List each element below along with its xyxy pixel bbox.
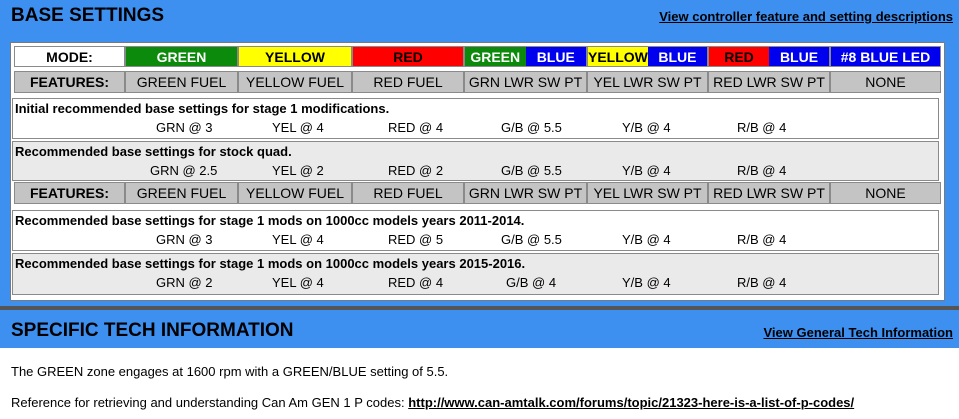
feature-cell: RED LWR SW PT (708, 71, 830, 93)
p-codes-link[interactable]: http://www.can-amtalk.com/forums/topic/21323-here-is-a-list-of-p-codes/ (408, 395, 855, 410)
features-label: FEATURES: (14, 71, 125, 93)
recommendation-block (12, 98, 939, 139)
setting-value: RED @ 2 (388, 163, 444, 178)
feature-cell: GRN LWR SW PT (464, 71, 587, 93)
recommendation-block (12, 141, 939, 181)
setting-value: R/B @ 4 (737, 232, 787, 247)
feature-cell: NONE (830, 71, 941, 93)
tech-info-header (0, 306, 959, 348)
settings-table (10, 42, 945, 301)
tech-info-title: SPECIFIC TECH INFORMATION (11, 320, 294, 341)
base-settings-panel (0, 34, 959, 304)
setting-value: R/B @ 4 (737, 163, 787, 178)
recommendation-title: Recommended base settings for stage 1 mods on 1000cc models years 2011-2014. (15, 213, 525, 228)
mode-label: MODE: (14, 46, 125, 67)
mode-yellow-blue-blue: BLUE (648, 47, 707, 66)
mode-yellow-blue (587, 46, 708, 67)
setting-value: R/B @ 4 (737, 275, 787, 290)
feature-cell: RED FUEL (352, 71, 464, 93)
features-label: FEATURES: (14, 182, 125, 204)
setting-value: GRN @ 3 (156, 120, 213, 135)
mode-blue-led: #8 BLUE LED (830, 46, 941, 67)
setting-value: RED @ 4 (388, 275, 444, 290)
features-row (14, 71, 941, 93)
setting-value: Y/B @ 4 (622, 120, 671, 135)
setting-value: GRN @ 2.5 (150, 163, 218, 178)
feature-cell: YEL LWR SW PT (587, 71, 708, 93)
general-tech-link[interactable]: View General Tech Information (763, 325, 953, 340)
feature-cell: GREEN FUEL (125, 182, 238, 204)
setting-value: YEL @ 4 (272, 275, 324, 290)
recommendation-title: Initial recommended base settings for stage 1 modifications. (15, 101, 390, 116)
base-settings-header (0, 0, 959, 34)
mode-green-blue (464, 46, 587, 67)
feature-cell: NONE (830, 182, 941, 204)
setting-value: G/B @ 5.5 (501, 120, 562, 135)
mode-green-blue-blue: BLUE (526, 47, 587, 66)
tech-info-line: The GREEN zone engages at 1600 rpm with a GREEN/BLUE setting of 5.5. (11, 364, 449, 379)
feature-cell: RED LWR SW PT (708, 182, 830, 204)
feature-cell: RED FUEL (352, 182, 464, 204)
mode-red: RED (352, 46, 464, 67)
setting-value: Y/B @ 4 (622, 232, 671, 247)
setting-value: YEL @ 4 (272, 120, 324, 135)
feature-cell: GRN LWR SW PT (464, 182, 587, 204)
mode-green: GREEN (125, 46, 238, 67)
mode-yellow: YELLOW (238, 46, 352, 67)
mode-red-blue (708, 46, 830, 67)
setting-value: YEL @ 2 (272, 163, 324, 178)
feature-cell: YELLOW FUEL (238, 71, 352, 93)
mode-red-blue-blue: BLUE (769, 47, 829, 66)
feature-cell: GREEN FUEL (125, 71, 238, 93)
recommendation-block (12, 253, 939, 295)
recommendation-title: Recommended base settings for stock quad. (15, 144, 292, 159)
setting-value: Y/B @ 4 (622, 163, 671, 178)
setting-value: Y/B @ 4 (622, 275, 671, 290)
mode-red-blue-red: RED (709, 47, 769, 66)
setting-value: R/B @ 4 (737, 120, 787, 135)
recommendation-block (12, 210, 939, 251)
features-row (14, 182, 941, 204)
setting-value: GRN @ 3 (156, 232, 213, 247)
base-settings-title: BASE SETTINGS (11, 5, 165, 26)
setting-value: G/B @ 5.5 (501, 163, 562, 178)
mode-row (14, 46, 941, 67)
p-codes-reference (11, 395, 854, 410)
feature-cell: YEL LWR SW PT (587, 182, 708, 204)
setting-value: RED @ 4 (388, 120, 444, 135)
recommendation-title: Recommended base settings for stage 1 mods on 1000cc models years 2015-2016. (15, 256, 526, 271)
mode-yellow-blue-yellow: YELLOW (588, 48, 648, 65)
setting-value: YEL @ 4 (272, 232, 324, 247)
setting-value: G/B @ 5.5 (501, 232, 562, 247)
feature-descriptions-link[interactable]: View controller feature and setting descriptions (659, 9, 953, 24)
feature-cell: YELLOW FUEL (238, 182, 352, 204)
setting-value: RED @ 5 (388, 232, 444, 247)
p-codes-reference-text: Reference for retrieving and understanding Can Am GEN 1 P codes: (11, 395, 405, 410)
mode-green-blue-green: GREEN (465, 47, 526, 66)
setting-value: G/B @ 4 (506, 275, 557, 290)
setting-value: GRN @ 2 (156, 275, 213, 290)
